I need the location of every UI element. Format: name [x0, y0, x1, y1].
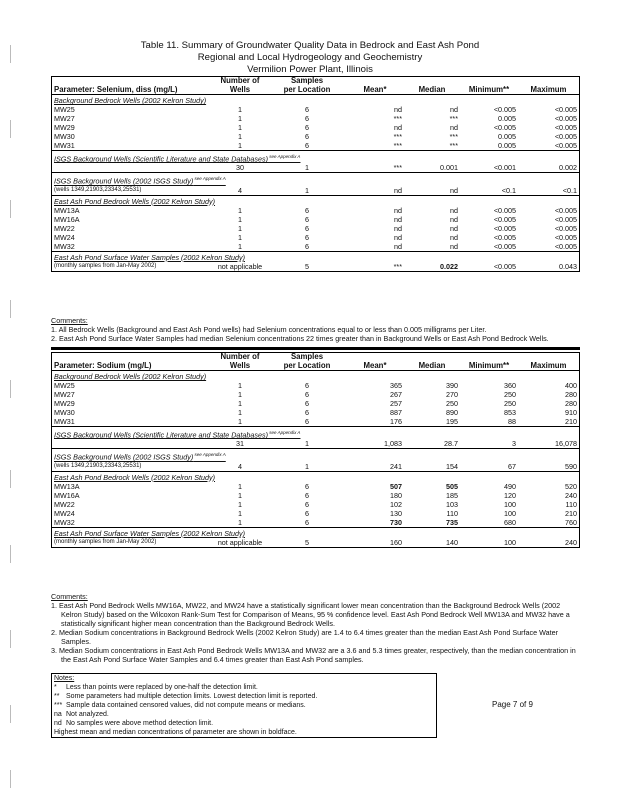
- table-cell: <0.005: [554, 232, 577, 242]
- table-cell: 0.005: [498, 132, 516, 141]
- table-cell: 1: [238, 205, 242, 215]
- table-cell: nd: [394, 205, 402, 215]
- table-cell: 0.005: [498, 114, 516, 123]
- table-cell: 1: [238, 381, 242, 390]
- table-cell: nd: [450, 123, 458, 132]
- binding-mark: [10, 120, 11, 138]
- table-cell: 680: [460, 518, 518, 528]
- table-cell: 1: [238, 408, 242, 417]
- table-cell: 280: [565, 399, 577, 408]
- table-cell: 250: [446, 399, 458, 408]
- table-cell: 390: [446, 381, 458, 390]
- table-title: [60, 40, 560, 76]
- note-row: ** Some parameters had multiple detection limits. Lowest detection limit is reported.: [54, 693, 318, 700]
- table-cell: MW27: [54, 390, 75, 399]
- table-cell: 250: [504, 399, 516, 408]
- table-cell: MW29: [54, 399, 75, 408]
- table-cell: nd: [394, 214, 402, 224]
- section-heading-row: [52, 251, 579, 262]
- table-row: [52, 262, 579, 271]
- table-cell: 1: [238, 105, 242, 114]
- table-cell: MW13A: [54, 205, 80, 215]
- table-cell: 185: [446, 490, 458, 500]
- table-cell: 1: [238, 481, 242, 491]
- table-cell: 6: [305, 490, 309, 500]
- table-cell: MW22: [54, 223, 75, 233]
- table-cell: <0.005: [554, 105, 577, 114]
- table-cell: not applicable: [217, 261, 263, 271]
- minimum-heading: Minimum**: [468, 84, 510, 94]
- table-row: [52, 215, 579, 224]
- table-cell: <0.005: [554, 223, 577, 233]
- table-cell: 240: [565, 490, 577, 500]
- table-row: [52, 500, 579, 509]
- note-row: na Not analyzed.: [54, 711, 109, 718]
- table-header: [52, 77, 579, 95]
- table-cell: <0.005: [493, 261, 516, 271]
- table-cell: 735: [404, 518, 460, 528]
- table-cell: 1: [238, 123, 242, 132]
- note-row: *** Sample data contained censored values, did not compute means or medians.: [54, 702, 306, 709]
- table-cell: <0.001: [460, 163, 518, 173]
- table-cell: 240: [565, 537, 577, 547]
- binding-mark: [10, 705, 11, 723]
- table-row: [52, 242, 579, 252]
- table-cell: <0.1: [518, 186, 579, 196]
- binding-mark: [10, 300, 11, 318]
- table-row: [52, 186, 579, 196]
- table-cell: nd: [404, 186, 460, 196]
- table-cell: 6: [305, 499, 309, 509]
- comment-item: 2. Median Sodium concentrations in Background Bedrock Wells (2002 Kelron Study) are 1.4 to 6.4 times greater than the median East Ash Pond Surface Water Samples.: [51, 628, 558, 646]
- table-cell: MW16A: [54, 490, 80, 500]
- section-heading: ISGS Background Wells (2002 ISGS Study) $^{see Appendix A}$: [54, 452, 226, 462]
- table-row: [52, 491, 579, 500]
- section-heading: East Ash Pond Surface Water Samples (2002 Kelron Study): [54, 528, 245, 538]
- table-cell: MW32: [52, 242, 212, 252]
- table-cell: 400: [565, 381, 577, 390]
- table-cell: ***: [393, 261, 402, 271]
- table-cell: 4: [212, 186, 268, 196]
- table-cell: ***: [449, 114, 458, 123]
- binding-mark: [10, 545, 11, 563]
- table-cell: 853: [504, 408, 516, 417]
- table-cell: 5: [305, 261, 309, 271]
- section-heading: East Ash Pond Bedrock Wells (2002 Kelron Study): [54, 196, 216, 206]
- table-cell: MW27: [54, 114, 75, 123]
- page-number: Page 7 of 9: [492, 700, 533, 709]
- table-cell: 1: [238, 499, 242, 509]
- table-cell: 103: [446, 499, 458, 509]
- table-row: [52, 114, 579, 123]
- table-cell: 88: [460, 417, 518, 427]
- table-cell: 1: [238, 114, 242, 123]
- section-heading: ISGS Background Wells (Scientific Literature and State Databases) $^{see Appendix A}$: [54, 154, 301, 164]
- table-cell: 154: [404, 462, 460, 472]
- table-cell: (wells 1349,21903,23343,25531): [52, 462, 212, 472]
- table-cell: 280: [565, 390, 577, 399]
- table-cell: <0.005: [493, 123, 516, 132]
- table-cell: MW25: [54, 381, 75, 390]
- selenium-comments: [51, 316, 578, 343]
- section-heading-row: [52, 195, 579, 206]
- table-cell: 6: [305, 399, 309, 408]
- table-cell: 6: [305, 205, 309, 215]
- samples-heading: Samples per Location: [283, 353, 331, 370]
- table-row: [52, 141, 579, 151]
- title-line-3: Vermilion Power Plant, Illinois: [247, 64, 373, 75]
- table-cell: 180: [390, 490, 402, 500]
- table-cell: <0.1: [460, 186, 518, 196]
- table-row: [52, 408, 579, 417]
- table-cell: nd: [394, 105, 402, 114]
- table-cell: MW24: [54, 232, 75, 242]
- parameter-heading: Parameter: Selenium, diss (mg/L): [54, 84, 178, 94]
- binding-mark: [10, 470, 11, 488]
- table-row: [52, 390, 579, 399]
- table-cell: MW13A: [54, 481, 80, 491]
- table-cell: nd: [450, 223, 458, 233]
- table-cell: MW16A: [54, 214, 80, 224]
- table-cell: 1: [212, 141, 268, 151]
- table-cell: 6: [305, 132, 309, 141]
- note-row: * Less than points were replaced by one-half the detection limit.: [54, 684, 258, 691]
- section-heading: East Ash Pond Bedrock Wells (2002 Kelron Study): [54, 472, 216, 482]
- table-cell: 1: [238, 399, 242, 408]
- sodium-comments: [51, 592, 578, 664]
- table-cell: 6: [305, 232, 309, 242]
- binding-mark: [10, 200, 11, 218]
- table-cell: 1: [238, 232, 242, 242]
- table-cell: 0.005: [460, 141, 518, 151]
- comment-item: 1. All Bedrock Wells (Background and East Ash Pond wells) had Selenium concentrations equal to or less than 0.005 milligrams per Liter.: [51, 325, 487, 334]
- selenium-table: [51, 76, 580, 272]
- wells-heading: Number of Wells: [220, 77, 260, 94]
- table-row: [52, 105, 579, 114]
- comment-item: 3. Median Sodium concentrations in East Ash Pond Bedrock Wells MW13A and MW32 are a 3.6 and 5.3 times greater, respectively, than the median concentration in the East Ash Pond Surface Water Samples and 6.4 times greater than East Ash Pond samples.: [51, 646, 576, 664]
- table-cell: 5: [305, 537, 309, 547]
- table-cell: <0.005: [554, 123, 577, 132]
- table-cell: MW31: [52, 141, 212, 151]
- table-cell: nd: [394, 123, 402, 132]
- table-cell: 1: [238, 490, 242, 500]
- table-cell: 360: [504, 381, 516, 390]
- table-cell: 0.022: [440, 261, 458, 271]
- table-cell: 6: [268, 417, 346, 427]
- table-cell: ***: [393, 132, 402, 141]
- table-cell: 890: [446, 408, 458, 417]
- binding-marks: [10, 0, 12, 800]
- section-heading-row: [52, 471, 579, 482]
- binding-mark: [10, 630, 11, 648]
- section-heading: ISGS Background Wells (Scientific Literature and State Databases) $^{see Appendix A}$: [54, 430, 301, 440]
- note-row: nd No samples were above method detection limit.: [54, 720, 214, 727]
- table-cell: 1: [268, 186, 346, 196]
- binding-mark: [10, 380, 11, 398]
- table-cell: 1: [268, 439, 346, 449]
- table-cell: nd: [404, 242, 460, 252]
- table-cell: 6: [305, 123, 309, 132]
- table-cell: 1: [212, 417, 268, 427]
- table-cell: 507: [390, 481, 402, 491]
- table-cell: 100: [504, 499, 516, 509]
- table-cell: 102: [390, 499, 402, 509]
- table-cell: 1: [238, 508, 242, 518]
- section-heading: ISGS Background Wells (2002 ISGS Study) $^{see Appendix A}$: [54, 176, 226, 186]
- table-cell: MW31: [52, 417, 212, 427]
- table-cell: nd: [450, 232, 458, 242]
- table-cell: <0.005: [493, 105, 516, 114]
- table-cell: 270: [446, 390, 458, 399]
- table-cell: 67: [460, 462, 518, 472]
- table-cell: ***: [404, 141, 460, 151]
- table-cell: 505: [446, 481, 458, 491]
- table-cell: <0.005: [493, 232, 516, 242]
- table-cell: 1: [238, 390, 242, 399]
- table-cell: nd: [394, 223, 402, 233]
- table-cell: ***: [449, 132, 458, 141]
- table-cell: 6: [305, 390, 309, 399]
- table-cell: ***: [393, 114, 402, 123]
- table-cell: 910: [565, 408, 577, 417]
- table-cell: MW30: [54, 132, 75, 141]
- table-cell: nd: [394, 232, 402, 242]
- table-row: [52, 518, 579, 528]
- table-cell: <0.005: [518, 141, 579, 151]
- table-row: [52, 399, 579, 408]
- table-cell: 31: [212, 439, 268, 449]
- median-heading: Median: [418, 84, 446, 94]
- table-cell: 4: [212, 462, 268, 472]
- table-cell: 250: [504, 390, 516, 399]
- table-cell: 6: [305, 114, 309, 123]
- table-cell: 120: [504, 490, 516, 500]
- table-cell: 6: [305, 105, 309, 114]
- table-header: [52, 353, 579, 371]
- table-cell: 6: [305, 214, 309, 224]
- table-row: [52, 123, 579, 132]
- table-cell: 6: [305, 381, 309, 390]
- wells-heading: Number of Wells: [220, 353, 260, 370]
- table-cell: 0.043: [559, 261, 577, 271]
- table-cell: 1: [268, 462, 346, 472]
- table-cell: 140: [446, 537, 458, 547]
- section-heading-row: [52, 151, 579, 164]
- table-cell: MW24: [54, 508, 75, 518]
- binding-mark: [10, 45, 11, 63]
- section-divider: [51, 347, 580, 350]
- table-cell: nd: [450, 105, 458, 114]
- table-cell: 887: [390, 408, 402, 417]
- table-cell: 760: [518, 518, 579, 528]
- comments-heading: Comments:: [51, 316, 88, 325]
- table-cell: [52, 439, 212, 449]
- section-heading: Background Bedrock Wells (2002 Kelron Study): [54, 96, 207, 105]
- table-cell: MW22: [54, 499, 75, 509]
- section-heading-row: [52, 95, 579, 106]
- table-row: [52, 538, 579, 547]
- table-row: [52, 417, 579, 427]
- comments-heading: Comments:: [51, 592, 88, 601]
- section-heading: East Ash Pond Surface Water Samples (2002 Kelron Study): [54, 252, 245, 262]
- table-cell: 6: [305, 508, 309, 518]
- table-cell: <0.005: [554, 114, 577, 123]
- table-cell: 257: [390, 399, 402, 408]
- table-cell: 100: [504, 508, 516, 518]
- title-line-1: Table 11. Summary of Groundwater Quality Data in Bedrock and East Ash Pond: [140, 40, 480, 51]
- section-heading-row: [52, 173, 579, 186]
- table-cell: 365: [390, 381, 402, 390]
- table-cell: 0.001: [404, 163, 460, 173]
- table-cell: nd: [346, 242, 404, 252]
- table-cell: 1,083: [346, 439, 404, 449]
- table-cell: 6: [268, 242, 346, 252]
- table-row: [52, 224, 579, 233]
- table-cell: <0.005: [554, 205, 577, 215]
- table-cell: <0.005: [493, 205, 516, 215]
- binding-mark: [10, 770, 11, 788]
- table-cell: 210: [565, 508, 577, 518]
- table-cell: 0.002: [518, 163, 579, 173]
- table-cell: 241: [346, 462, 404, 472]
- table-cell: 1: [238, 214, 242, 224]
- table-cell: 590: [518, 462, 579, 472]
- table-cell: ***: [346, 141, 404, 151]
- table-cell: 267: [390, 390, 402, 399]
- table-cell: 100: [504, 537, 516, 547]
- minimum-heading: Minimum**: [468, 360, 510, 370]
- table-row: [52, 233, 579, 242]
- table-cell: (monthly samples from Jan-May 2002): [54, 262, 157, 269]
- table-cell: 110: [565, 499, 577, 509]
- mean-heading: Mean*: [363, 360, 387, 370]
- table-cell: ***: [346, 163, 404, 173]
- sodium-table: [51, 352, 580, 548]
- table-row: [52, 381, 579, 390]
- table-cell: 490: [504, 481, 516, 491]
- table-cell: 1: [212, 518, 268, 528]
- table-cell: 6: [268, 518, 346, 528]
- maximum-heading: Maximum: [530, 360, 567, 370]
- table-row: [52, 509, 579, 518]
- table-cell: 730: [346, 518, 404, 528]
- table-row: [52, 439, 579, 449]
- table-row: [52, 163, 579, 173]
- table-cell: (wells 1349,21903,23343,25531): [52, 186, 212, 196]
- comment-item: 2. East Ash Pond Surface Water Samples had median Selenium concentrations 22 times greater than in Background Wells or East Ash Pond Bedrock Wells.: [51, 334, 549, 343]
- table-row: [52, 132, 579, 141]
- table-cell: <0.005: [493, 223, 516, 233]
- table-cell: <0.005: [493, 214, 516, 224]
- table-cell: MW29: [54, 123, 75, 132]
- table-row: [52, 482, 579, 491]
- table-cell: MW30: [54, 408, 75, 417]
- table-cell: 6: [305, 408, 309, 417]
- table-row: [52, 206, 579, 215]
- section-heading-row: [52, 371, 579, 382]
- section-heading-row: [52, 449, 579, 462]
- notes-box: [51, 673, 437, 738]
- table-cell: 130: [390, 508, 402, 518]
- table-cell: 110: [446, 508, 458, 518]
- table-cell: nd: [450, 205, 458, 215]
- note-boldface: Highest mean and median concentrations of parameter are shown in boldface.: [54, 729, 297, 736]
- table-cell: 1: [238, 223, 242, 233]
- comment-item: 1. East Ash Pond Bedrock Wells MW16A, MW22, and MW24 have a statistically significant lower mean concentration than the Background Bedrock Wells (2002 Kelron Study) based on the Wilcoxon Rank-Sum Test for Comparison of Means, 95 % confidence level. East Ash Pond Bedrock Well MW13A and MW32 have a statistically significant higher mean concentration than the Background Bedrock Wells.: [51, 601, 570, 628]
- table-cell: <0.005: [554, 132, 577, 141]
- table-cell: 520: [565, 481, 577, 491]
- table-cell: 16,078: [518, 439, 579, 449]
- table-cell: [52, 163, 212, 173]
- table-cell: <0.005: [554, 214, 577, 224]
- maximum-heading: Maximum: [530, 84, 567, 94]
- table-cell: 30: [212, 163, 268, 173]
- table-cell: 3: [460, 439, 518, 449]
- table-cell: MW25: [54, 105, 75, 114]
- table-cell: 195: [404, 417, 460, 427]
- section-heading-row: [52, 527, 579, 538]
- table-cell: 28.7: [404, 439, 460, 449]
- notes-heading: Notes:: [54, 675, 75, 682]
- table-row: [52, 462, 579, 472]
- table-cell: 160: [390, 537, 402, 547]
- table-cell: MW32: [52, 518, 212, 528]
- table-cell: <0.005: [460, 242, 518, 252]
- section-heading: Background Bedrock Wells (2002 Kelron Study): [54, 372, 207, 381]
- table-cell: 176: [346, 417, 404, 427]
- median-heading: Median: [418, 360, 446, 370]
- parameter-heading: Parameter: Sodium (mg/L): [54, 360, 152, 370]
- table-cell: 210: [518, 417, 579, 427]
- table-cell: <0.005: [518, 242, 579, 252]
- table-cell: 6: [305, 223, 309, 233]
- table-cell: nd: [450, 214, 458, 224]
- table-cell: (monthly samples from Jan-May 2002): [54, 538, 157, 545]
- table-cell: 1: [238, 132, 242, 141]
- title-line-2: Regional and Local Hydrogeology and Geochemistry: [197, 52, 423, 63]
- table-cell: not applicable: [217, 537, 263, 547]
- table-cell: 1: [212, 242, 268, 252]
- table-cell: 1: [268, 163, 346, 173]
- table-cell: 6: [305, 481, 309, 491]
- table-cell: 6: [268, 141, 346, 151]
- table-cell: nd: [346, 186, 404, 196]
- mean-heading: Mean*: [363, 84, 387, 94]
- samples-heading: Samples per Location: [283, 77, 331, 94]
- section-heading-row: [52, 427, 579, 440]
